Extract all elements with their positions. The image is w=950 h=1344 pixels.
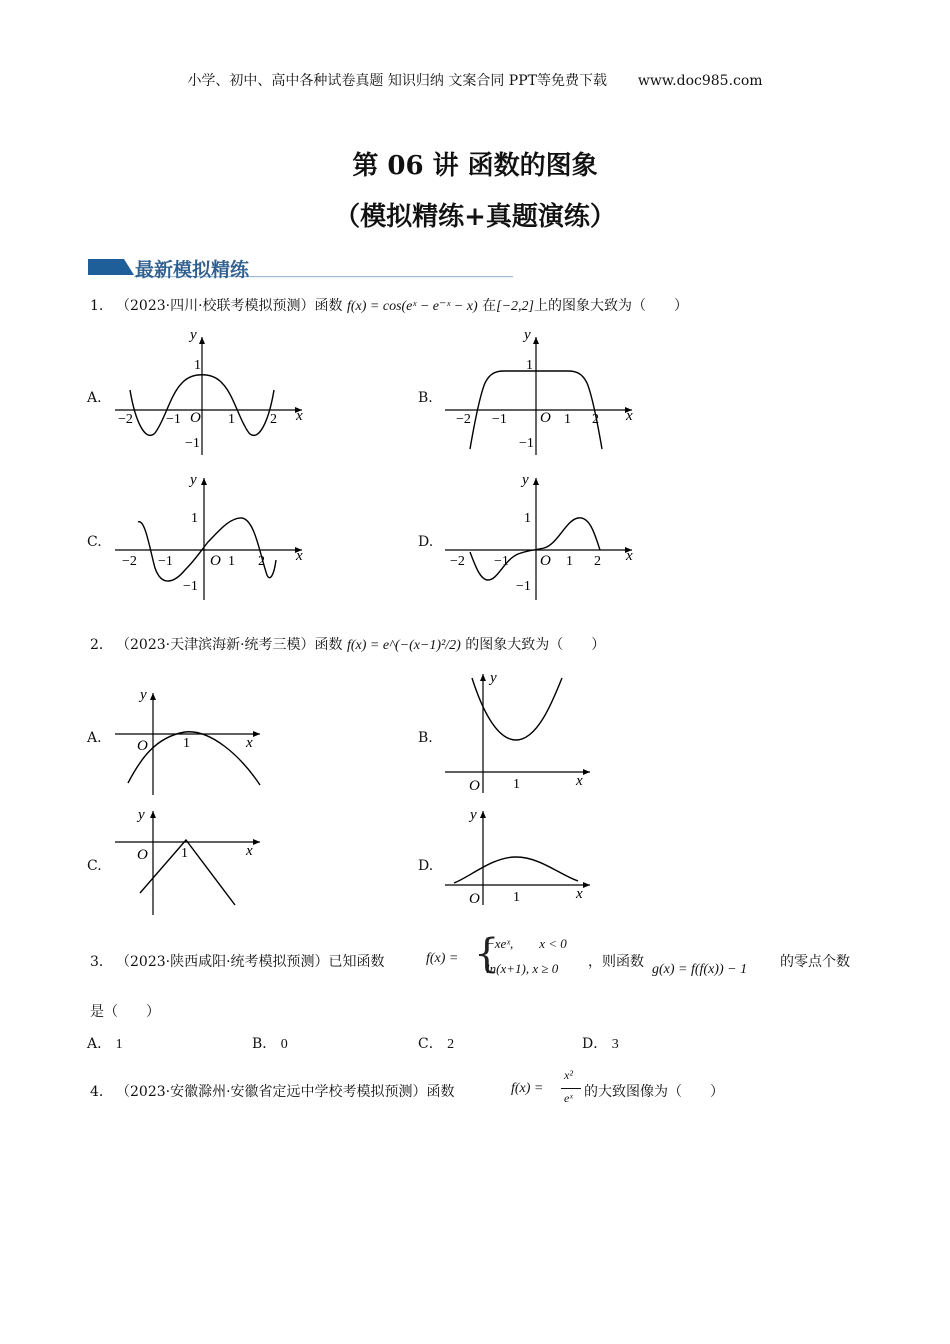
choice-value: 2 [447, 1037, 455, 1052]
option-b-label[interactable]: B. [418, 390, 433, 406]
tick-label: 1 [194, 358, 201, 373]
q1-graph-d[interactable] [440, 470, 640, 605]
choice-label: A． [87, 1036, 112, 1052]
tick-label: 2 [270, 412, 277, 427]
tick-label: −2 [456, 412, 471, 427]
choice-value: 1 [115, 1037, 123, 1052]
question-source: （2023·安徽滁州·安徽省定远中学校考模拟预测） [116, 1084, 427, 1100]
fraction-denominator: eˣ [564, 1091, 573, 1105]
question-source: （2023·天津滨海新·统考三模） [116, 637, 315, 653]
q2-graph-c[interactable] [110, 805, 270, 920]
choice-label: C． [418, 1036, 443, 1052]
tick-label: 1 [191, 511, 198, 526]
question-text: 函数 [314, 298, 343, 314]
piecewise-case-1: −xeˣ, x < 0 [486, 936, 567, 951]
choice-a[interactable] [87, 1033, 123, 1053]
tick-label: −1 [166, 412, 181, 427]
origin-label: O [190, 410, 201, 426]
tick-label: 1 [513, 890, 520, 905]
question-number: 4． [90, 1084, 113, 1100]
axis-label-y: y [138, 807, 145, 823]
piecewise-fx: f(x) = [426, 951, 459, 966]
tick-label: 1 [564, 412, 571, 427]
q1-graph-a[interactable] [110, 325, 310, 460]
section-title: 最新模拟精练 [135, 259, 250, 281]
question-source: （2023·陕西咸阳·统考模拟预测） [116, 954, 329, 970]
header-site-link[interactable]: www.doc985.com [637, 73, 763, 89]
question-4 [90, 1081, 455, 1101]
choice-b[interactable] [252, 1033, 288, 1053]
header-text: 小学、初中、高中各种试卷真题 知识归纳 文案合同 PPT等免费下载 [187, 73, 607, 89]
axis-label-y: y [524, 327, 531, 343]
option-b-label[interactable]: B. [418, 730, 433, 746]
choice-value: 3 [611, 1037, 619, 1052]
origin-label: O [540, 553, 551, 569]
question-source: （2023·四川·校联考模拟预测） [116, 298, 315, 314]
fraction-numerator: x² [564, 1068, 573, 1082]
axis-label-y: y [190, 472, 197, 488]
choice-label: B． [252, 1036, 277, 1052]
axis-label-x: x [296, 548, 303, 564]
tick-label: −1 [516, 579, 531, 594]
q2-graph-b[interactable] [440, 668, 600, 798]
tick-label: 2 [258, 554, 265, 569]
formula-fx: f(x) = [511, 1081, 544, 1096]
axis-label-x: x [576, 886, 583, 902]
formula-gx: g(x) = f(f(x)) − 1 [652, 962, 748, 977]
tick-label: −1 [494, 554, 509, 569]
origin-label: O [137, 738, 148, 754]
axis-label-x: x [626, 548, 633, 564]
question-number: 1． [90, 298, 113, 314]
tick-label: 1 [228, 412, 235, 427]
option-c-label[interactable]: C. [87, 534, 102, 550]
question-text: 函数 [426, 1084, 455, 1100]
formula: f(x) = cos(eˣ − e⁻ˣ − x) [346, 299, 478, 314]
page-header [0, 70, 950, 90]
tick-label: −2 [450, 554, 465, 569]
axis-label-x: x [246, 843, 253, 859]
axis-label-y: y [190, 327, 197, 343]
tick-label: 2 [594, 554, 601, 569]
q2-graph-a[interactable] [110, 685, 270, 800]
question-text-cont: 是（ ） [90, 1004, 160, 1020]
question-number: 3． [90, 954, 113, 970]
tick-label: −1 [185, 436, 200, 451]
axis-label-y: y [470, 807, 477, 823]
origin-label: O [210, 553, 221, 569]
option-c-label[interactable]: C. [87, 858, 102, 874]
question-text: 在 [482, 298, 497, 314]
axis-label-y: y [522, 472, 529, 488]
choice-value: 0 [280, 1037, 288, 1052]
piecewise-case-2: ln(x+1), x ≥ 0 [486, 961, 559, 976]
origin-label: O [540, 410, 551, 426]
page-subtitle: （模拟精练+真题演练） [334, 202, 616, 232]
question-3 [90, 951, 385, 971]
question-text: 的大致图像为（ ） [584, 1084, 724, 1100]
q2-graph-d[interactable] [440, 805, 600, 910]
tick-label: 1 [228, 554, 235, 569]
tick-label: 1 [181, 846, 188, 861]
origin-label: O [469, 778, 480, 794]
tick-label: −2 [122, 554, 137, 569]
choice-label: D． [582, 1036, 608, 1052]
axis-label-x: x [296, 408, 303, 424]
option-a-label[interactable]: A. [87, 730, 102, 746]
question-text: 的图象大致为（ ） [465, 637, 606, 653]
question-text: 的零点个数 [780, 954, 850, 970]
tick-label: −1 [492, 412, 507, 427]
tick-label: −1 [158, 554, 173, 569]
q1-graph-b[interactable] [440, 325, 640, 460]
axis-label-x: x [576, 773, 583, 789]
tick-label: 2 [592, 412, 599, 427]
axis-label-y: y [140, 687, 147, 703]
question-text: 上的图象大致为（ ） [533, 298, 688, 314]
formula: f(x) = e^(−(x−1)²/2) [346, 638, 461, 653]
q1-graph-c[interactable] [110, 470, 310, 605]
fraction-bar [561, 1088, 581, 1089]
tick-label: 1 [526, 358, 533, 373]
tick-label: 1 [183, 736, 190, 751]
origin-label: O [469, 891, 480, 907]
axis-label-y: y [490, 670, 497, 686]
question-1 [90, 295, 688, 315]
axis-label-x: x [246, 735, 253, 751]
tick-label: 1 [566, 554, 573, 569]
option-d-label[interactable]: D. [418, 858, 434, 874]
tick-label: 1 [524, 511, 531, 526]
piecewise-brace: { [474, 931, 500, 977]
option-d-label[interactable]: D. [418, 534, 434, 550]
question-2 [90, 634, 605, 654]
axis-label-x: x [626, 408, 633, 424]
interval: [−2,2] [496, 299, 534, 314]
question-text: 函数 [314, 637, 343, 653]
tick-label: −1 [519, 436, 534, 451]
choice-c[interactable] [418, 1033, 454, 1053]
tick-label: −2 [118, 412, 133, 427]
page-title: 第 06 讲 函数的图象 [352, 151, 598, 181]
question-text: ，则函数 [588, 954, 644, 970]
choice-d[interactable] [582, 1033, 619, 1053]
option-a-label[interactable]: A. [87, 390, 102, 406]
tick-label: 1 [513, 777, 520, 792]
tick-label: −1 [183, 579, 198, 594]
question-text: 已知函数 [328, 954, 385, 970]
question-number: 2． [90, 637, 113, 653]
origin-label: O [137, 847, 148, 863]
